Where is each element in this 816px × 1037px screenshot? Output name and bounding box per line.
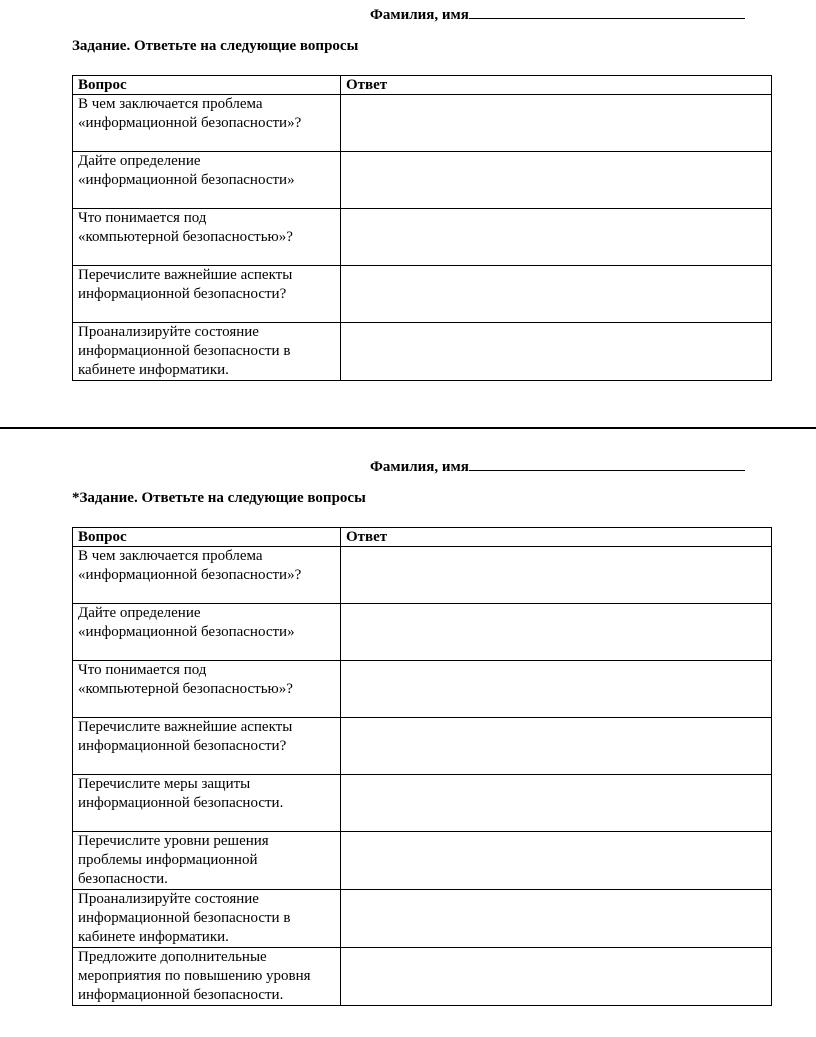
table-row (73, 775, 772, 832)
table-row (73, 832, 772, 890)
table-row (73, 95, 772, 152)
table-row (73, 547, 772, 604)
name-field-1 (370, 4, 745, 24)
question-text: Перечислите уровни решения проблемы информационной безопасности. (78, 833, 269, 887)
name-field-2 (370, 456, 745, 476)
col-question-header: Вопрос (73, 76, 341, 95)
question-text: Проанализируйте состояние информационной безопасности в кабинете информатики. (78, 324, 291, 378)
question-text: Перечислите меры защиты информационной безопасности. (78, 776, 284, 811)
question-cell (73, 890, 341, 948)
question-cell (73, 661, 341, 718)
question-cell (73, 604, 341, 661)
table-row (73, 604, 772, 661)
answer-cell[interactable] (341, 890, 772, 948)
answer-cell[interactable] (341, 775, 772, 832)
table-row (73, 890, 772, 948)
col-answer-header: Ответ (341, 76, 772, 95)
question-text: Предложите дополнительные мероприятия по повышению уровня информационной безопасности. (78, 949, 311, 1003)
answer-cell[interactable] (341, 95, 772, 152)
question-text: В чем заключается проблема «информационной безопасности»? (78, 548, 302, 583)
qa-table-1 (72, 75, 772, 381)
table-row (73, 323, 772, 381)
task-title-2: *Задание. Ответьте на следующие вопросы (72, 490, 366, 506)
question-cell (73, 209, 341, 266)
qa-table-2 (72, 527, 772, 1006)
question-text: Что понимается под «компьютерной безопасностью»? (78, 662, 293, 697)
question-cell (73, 266, 341, 323)
question-cell (73, 948, 341, 1006)
answer-cell[interactable] (341, 661, 772, 718)
question-text: Проанализируйте состояние информационной безопасности в кабинете информатики. (78, 891, 291, 945)
table-row (73, 266, 772, 323)
name-blank-line[interactable] (469, 456, 745, 471)
answer-cell[interactable] (341, 152, 772, 209)
table-row (73, 718, 772, 775)
name-label: Фамилия, имя (370, 459, 469, 475)
answer-cell[interactable] (341, 604, 772, 661)
table-row (73, 152, 772, 209)
answer-cell[interactable] (341, 323, 772, 381)
answer-cell[interactable] (341, 948, 772, 1006)
question-text: Перечислите важнейшие аспекты информационной безопасности? (78, 719, 293, 754)
question-cell (73, 95, 341, 152)
table-header (73, 76, 772, 95)
page-divider (0, 427, 816, 429)
table-header (73, 528, 772, 547)
answer-cell[interactable] (341, 718, 772, 775)
answer-cell[interactable] (341, 832, 772, 890)
question-text: В чем заключается проблема «информационной безопасности»? (78, 96, 302, 131)
question-cell (73, 547, 341, 604)
question-cell (73, 832, 341, 890)
col-question-header: Вопрос (73, 528, 341, 547)
answer-cell[interactable] (341, 266, 772, 323)
name-label: Фамилия, имя (370, 7, 469, 23)
col-answer-header: Ответ (341, 528, 772, 547)
table-row (73, 948, 772, 1006)
question-text: Что понимается под «компьютерной безопасностью»? (78, 210, 293, 245)
answer-cell[interactable] (341, 547, 772, 604)
answer-cell[interactable] (341, 209, 772, 266)
question-text: Дайте определение «информационной безопасности» (78, 605, 295, 640)
question-cell (73, 323, 341, 381)
table-row (73, 209, 772, 266)
question-text: Дайте определение «информационной безопасности» (78, 153, 295, 188)
name-blank-line[interactable] (469, 4, 745, 19)
question-cell (73, 152, 341, 209)
task-title-1: Задание. Ответьте на следующие вопросы (72, 38, 359, 54)
question-cell (73, 775, 341, 832)
question-cell (73, 718, 341, 775)
table-row (73, 661, 772, 718)
question-text: Перечислите важнейшие аспекты информационной безопасности? (78, 267, 293, 302)
